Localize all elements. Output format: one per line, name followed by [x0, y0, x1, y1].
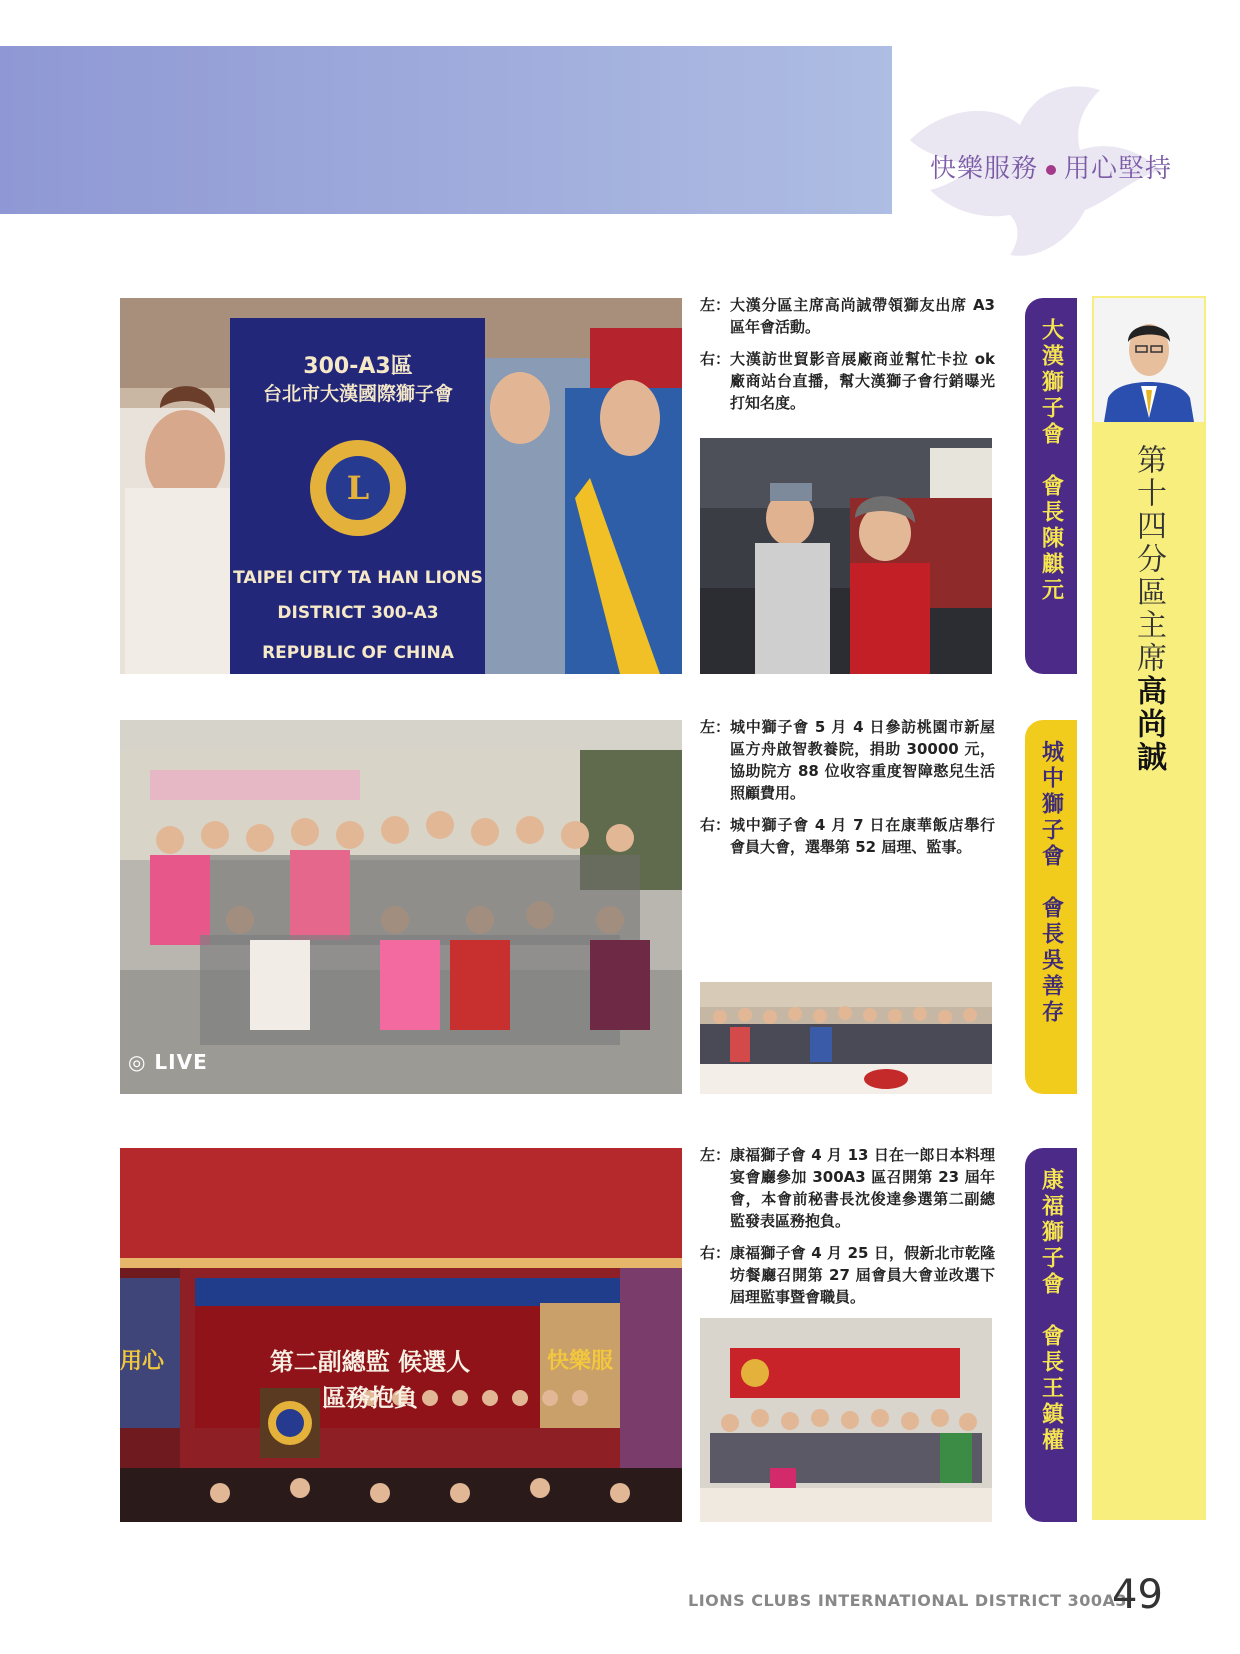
photo-member-meeting	[700, 982, 992, 1094]
caption-left-label: 左：	[700, 1146, 731, 1164]
live-tag: ◎ LIVE	[128, 1050, 208, 1074]
bullet-icon	[1046, 165, 1056, 175]
photo-orphanage-visit	[120, 720, 682, 1094]
caption-left	[700, 1144, 995, 1232]
banner-line1: 300-A3區	[303, 354, 413, 379]
club-tab-kangfu	[1025, 1148, 1077, 1522]
caption-right-text: 城中獅子會 4 月 7 日在康華飯店舉行會員大會，選舉第 52 屆理、監事。	[730, 816, 995, 856]
stage-side-right: 快樂服	[546, 1349, 614, 1374]
caption-left-label: 左：	[700, 718, 731, 736]
caption-right	[700, 814, 995, 858]
caption-left-text: 城中獅子會 5 月 4 日參訪桃園市新屋區方舟啟智教養院，捐助 30000 元，協助院方 88 位收容重度智障憨兒生活照顧費用。	[730, 718, 995, 802]
club-tab-chengzhong	[1025, 720, 1077, 1094]
footer-text: LIONS CLUBS INTERNATIONAL DISTRICT 300A3	[688, 1591, 1128, 1610]
header-band	[0, 46, 892, 214]
club-label-chengzhong: 城中獅子會 會長吳善存	[1038, 740, 1064, 1026]
caption-left-label: 左：	[700, 296, 731, 314]
leader-title	[1126, 444, 1170, 774]
banner-line2: 台北市大漢國際獅子會	[262, 383, 454, 405]
live-tag-text: LIVE	[154, 1050, 208, 1074]
leader-name: 高尚誠	[1131, 675, 1166, 774]
slogan	[930, 148, 1172, 185]
caption-left	[700, 716, 995, 804]
caption-left	[700, 294, 995, 338]
club-tab-dahan	[1025, 298, 1077, 674]
caption-left-text: 康福獅子會 4 月 13 日在一郎日本料理宴會廳參加 300A3 區召開第 23 屆年會，本會前秘書長沈俊達參選第二副總監發表區務抱負。	[730, 1146, 995, 1230]
caption-right-label: 右：	[700, 1244, 731, 1262]
caption-section-1	[700, 294, 995, 424]
photo-convention-stage	[120, 1148, 682, 1522]
stage-text: 第二副總監 候選人	[269, 1348, 471, 1376]
caption-right-text: 康福獅子會 4 月 25 日，假新北市乾隆坊餐廳召開第 27 屆會員大會並改選下屆理監事暨會職員。	[730, 1244, 995, 1306]
caption-right-text: 大漢訪世貿影音展廠商並幫忙卡拉 ok 廠商站台直播，幫大漢獅子會行銷曝光打知名度。	[730, 350, 995, 412]
photo-karaoke-stream	[700, 438, 992, 674]
slogan-part1: 快樂服務	[930, 154, 1039, 184]
slogan-part2: 用心堅持	[1064, 154, 1173, 184]
banner-line5: REPUBLIC OF CHINA	[262, 643, 454, 663]
stage-text-2: 區務抱負	[322, 1384, 418, 1412]
caption-right	[700, 1242, 995, 1308]
stage-side-left: 用心	[120, 1349, 165, 1374]
caption-left-text: 大漢分區主席高尚誠帶領獅友出席 A3 區年會活動。	[730, 296, 995, 336]
banner-line4: DISTRICT 300-A3	[277, 603, 439, 623]
leader-title-prefix: 第十四分區主席	[1131, 444, 1166, 675]
svg-text:L: L	[346, 469, 370, 507]
caption-right	[700, 348, 995, 414]
club-label-dahan: 大漢獅子會 會長陳麒元	[1038, 318, 1064, 604]
caption-right-label: 右：	[700, 350, 731, 368]
photo-banner-group	[120, 298, 682, 674]
caption-section-2	[700, 716, 995, 868]
banner-line3: TAIPEI CITY TA HAN LIONS	[233, 568, 483, 588]
caption-section-3	[700, 1144, 995, 1318]
club-label-kangfu: 康福獅子會 會長王鎮權	[1038, 1168, 1064, 1454]
page-number: 49	[1112, 1572, 1163, 1618]
photo-annual-meeting	[700, 1318, 992, 1522]
caption-right-label: 右：	[700, 816, 731, 834]
leader-portrait	[1094, 298, 1204, 422]
